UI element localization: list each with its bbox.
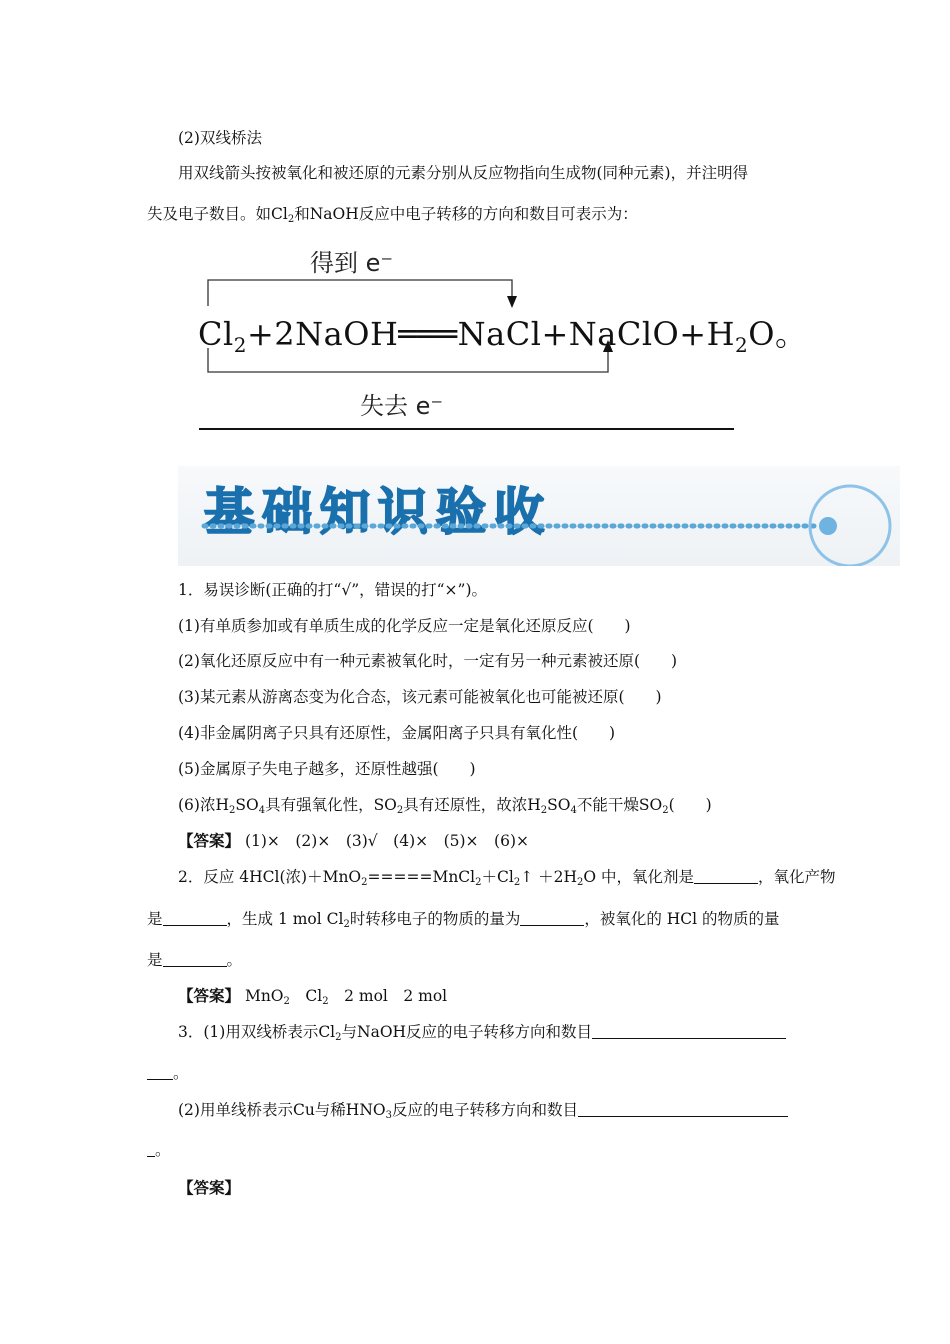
section-desc-line2: 失及电子数目。如$Cl_2$和NaOH反应中电子转移的方向和数目可表示为： [147,205,638,225]
q1-item-1: (1)有单质参加或有单质生成的化学反应一定是氧化还原反应( ) [178,617,631,635]
q3-line3: (2)用单线桥表示Cu与稀$HNO_3$反应的电子转移方向和数目 [178,1100,788,1126]
divider-rule [199,428,734,430]
q3-line1: 3．(1)用双线桥表示$Cl_2$与NaOH反应的电子转移方向和数目 [178,1022,786,1048]
section-desc-line1: 用双线箭头按被氧化和被还原的元素分别从反应物指向生成物(同种元素)，并注明得 [178,164,749,182]
banner-decoration [178,466,900,566]
q3-blank-2b[interactable] [147,1140,155,1157]
q3-line2: 。 [147,1063,189,1083]
q2-answer: 【答案】 MnO$_2$ $Cl_2$ 2 mol 2 mol [178,986,448,1007]
banner-title: 基础知识验收 [204,483,552,541]
gain-electron-label: 得到 e⁻ [310,249,394,277]
q2-line1: 2．反应 4HCl(浓)$+MnO_2=====MnCl_2+Cl_2↑ +2H_2O$ 中，氧化剂是 ，氧化产物 [178,868,836,888]
q2-blank-oxidant[interactable] [694,867,758,884]
q2-line2: 是 ，生成 1 mol $Cl_2$时转移电子的物质的量为 ，被氧化的 HCl 的物质的量 [147,910,780,930]
q1-item-2: (2)氧化还原反应中有一种元素被氧化时，一定有另一种元素被还原( ) [178,652,678,670]
section-banner [178,466,900,566]
equation-text: $Cl_2+2NaOH═══NaCl+NaClO+H_2O$。 [198,315,808,357]
q1-item-4: (4)非金属阴离子只具有还原性，金属阳离子只具有氧化性( ) [178,724,616,742]
q1-item-6: (6)浓$H_2SO_4$具有强氧化性，$SO_2$具有还原性，故浓$H_2SO_4$不能干燥$SO_2$( ) [178,796,712,816]
q2-blank-product[interactable] [163,909,227,926]
q1-item-3: (3)某元素从游离态变为化合态，该元素可能被氧化也可能被还原( ) [178,688,662,706]
q3-blank-1b[interactable] [147,1063,173,1080]
q2-line3: 是 。 [147,951,243,969]
q3-line4: 。 [147,1140,171,1160]
q2-blank-hcl[interactable] [163,950,227,967]
q1-title: 1．易误诊断(正确的打“√”，错误的打“×”)。 [178,581,488,599]
q3-blank-2a[interactable] [578,1100,788,1117]
q3-answer-label: 【答案】 [178,1178,241,1197]
lose-electron-label: 失去 e⁻ [360,392,444,420]
q3-blank-1a[interactable] [592,1022,786,1039]
section-heading: (2)双线桥法 [178,129,262,147]
double-bridge-equation [190,238,808,420]
q1-item-5: (5)金属原子失电子越多，还原性越强( ) [178,760,476,778]
q1-answer: 【答案】 (1)× (2)× (3)√ (4)× (5)× (6)× [178,831,529,850]
q2-blank-electrons[interactable] [520,909,584,926]
